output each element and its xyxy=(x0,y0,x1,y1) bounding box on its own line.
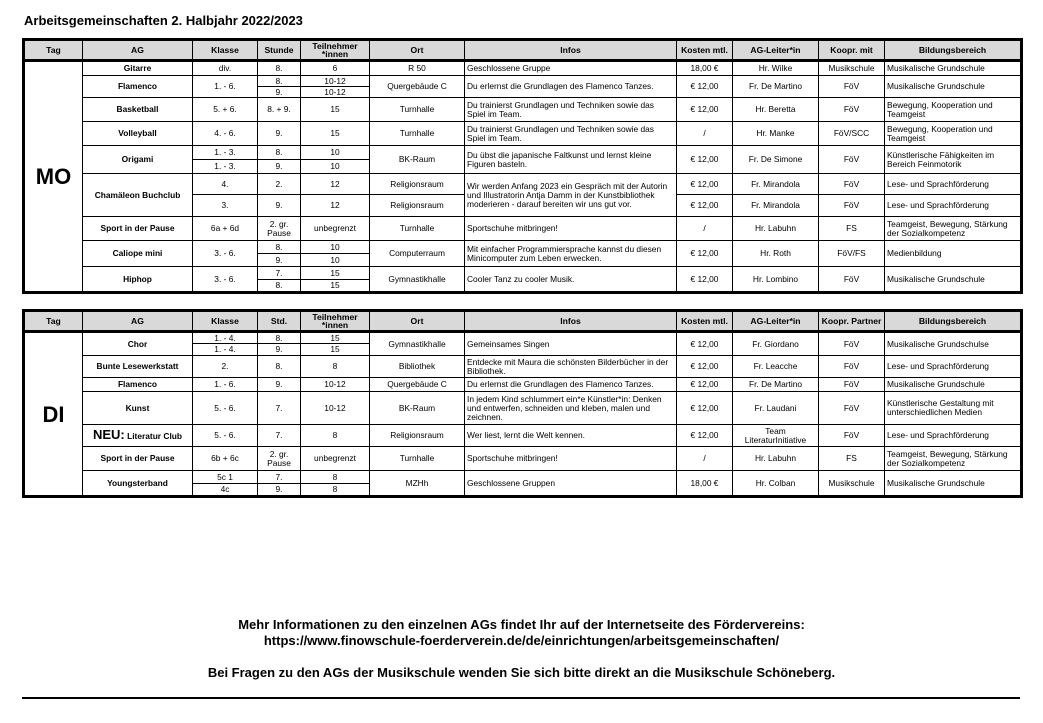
teilnehmer-cell: 10-12 xyxy=(301,378,370,392)
klasse-cell: 5c 1 xyxy=(193,471,258,484)
teilnehmer-cell: 6 xyxy=(301,61,370,76)
header-cell: Ort xyxy=(370,40,465,61)
leiter-cell: Fr. De Martino xyxy=(733,378,819,392)
teilnehmer-cell: 10-12 xyxy=(301,87,370,98)
bereich-cell: Musikalische Grundschulse xyxy=(885,332,1022,356)
footer-url: https://www.finowschule-foerderverein.de/de/einrichtungen/arbeitsgemeinschaften/ xyxy=(263,633,780,648)
header-cell: AG xyxy=(83,40,193,61)
table-row xyxy=(24,267,1022,280)
kosten-cell: € 12,00 xyxy=(677,356,733,378)
bereich-cell: Musikalische Grundschule xyxy=(885,76,1022,98)
stunde-cell: 7. xyxy=(258,267,301,280)
ag-name: Hiphop xyxy=(83,267,193,293)
table-header-row xyxy=(24,40,1022,61)
day-label: MO xyxy=(24,61,83,293)
klasse-cell: 4. - 6. xyxy=(193,122,258,146)
teilnehmer-cell: 8 xyxy=(301,425,370,447)
day-label: DI xyxy=(24,332,83,497)
ag-name: Chor xyxy=(83,332,193,356)
ag-name: Chamäleon Buchclub xyxy=(83,174,193,217)
koop-cell: FöV xyxy=(819,267,885,293)
info-cell: Sportschuhe mitbringen! xyxy=(465,447,677,471)
table-row xyxy=(24,447,1022,471)
ort-cell: Bibliothek xyxy=(370,356,465,378)
ag-name: Origami xyxy=(83,146,193,174)
koop-cell: FöV xyxy=(819,392,885,425)
ort-cell: MZHh xyxy=(370,471,465,497)
table-row xyxy=(24,425,1022,447)
ag-name: Sport in der Pause xyxy=(83,217,193,241)
ort-cell: Quergebäude C xyxy=(370,76,465,98)
ag-name: Youngsterband xyxy=(83,471,193,497)
kosten-cell: / xyxy=(677,122,733,146)
klasse-cell: 1. - 6. xyxy=(193,378,258,392)
teilnehmer-cell: 8 xyxy=(301,356,370,378)
leiter-cell: Hr. Lombino xyxy=(733,267,819,293)
koop-cell: FöV xyxy=(819,146,885,174)
stunde-cell: 8. xyxy=(258,61,301,76)
kosten-cell: € 12,00 xyxy=(677,174,733,195)
klasse-cell: 4c xyxy=(193,484,258,497)
klasse-cell: 5. - 6. xyxy=(193,392,258,425)
info-cell: Du erlernst die Grundlagen des Flamenco Tanzes. xyxy=(465,378,677,392)
stunde-cell: 9. xyxy=(258,378,301,392)
klasse-cell: 5. + 6. xyxy=(193,98,258,122)
kosten-cell: € 12,00 xyxy=(677,146,733,174)
header-cell: Tag xyxy=(24,311,83,332)
klasse-cell: 2. xyxy=(193,356,258,378)
koop-cell: Musikschule xyxy=(819,471,885,497)
koop-cell: Musikschule xyxy=(819,61,885,76)
teilnehmer-cell: 10 xyxy=(301,254,370,267)
info-cell: Sportschuhe mitbringen! xyxy=(465,217,677,241)
bereich-cell: Musikalische Grundschule xyxy=(885,61,1022,76)
header-cell: AG xyxy=(83,311,193,332)
document-title: Arbeitsgemeinschaften 2. Halbjahr 2022/2023 xyxy=(24,13,303,28)
klasse-cell: 1. - 3. xyxy=(193,146,258,160)
bereich-cell: Lese- und Sprachförderung xyxy=(885,425,1022,447)
kosten-cell: € 12,00 xyxy=(677,267,733,293)
kosten-cell: € 12,00 xyxy=(677,241,733,267)
teilnehmer-cell: 10-12 xyxy=(301,76,370,87)
leiter-cell: Hr. Wilke xyxy=(733,61,819,76)
kosten-cell: € 12,00 xyxy=(677,98,733,122)
koop-cell: FöV xyxy=(819,174,885,195)
header-cell: Infos xyxy=(465,311,677,332)
stunde-cell: 2. gr. Pause xyxy=(258,447,301,471)
bereich-cell: Teamgeist, Bewegung, Stärkung der Sozialkompetenz xyxy=(885,447,1022,471)
header-cell: Koopr. mit xyxy=(819,40,885,61)
info-cell: Wer liest, lernt die Welt kennen. xyxy=(465,425,677,447)
header-cell: Kosten mtl. xyxy=(677,311,733,332)
header-cell: Std. xyxy=(258,311,301,332)
teilnehmer-cell: 15 xyxy=(301,267,370,280)
new-badge: NEU: xyxy=(92,427,125,442)
teilnehmer-cell: 10-12 xyxy=(301,392,370,425)
koop-cell: FöV xyxy=(819,425,885,447)
header-cell: Bildungsbereich xyxy=(885,40,1022,61)
kosten-cell: / xyxy=(677,217,733,241)
stunde-cell: 2. xyxy=(258,174,301,195)
ort-cell: Gymnastikhalle xyxy=(370,267,465,293)
ort-cell: Turnhalle xyxy=(370,122,465,146)
table-row xyxy=(24,392,1022,425)
stunde-cell: 7. xyxy=(258,425,301,447)
table-row xyxy=(24,217,1022,241)
leiter-cell: Fr. Laudani xyxy=(733,392,819,425)
bereich-cell: Lese- und Sprachförderung xyxy=(885,356,1022,378)
header-cell: Teilnehmer *innen xyxy=(301,311,370,332)
header-cell: Kosten mtl. xyxy=(677,40,733,61)
leiter-cell: Team LiteraturInitiative xyxy=(733,425,819,447)
info-cell: Du übst die japanische Faltkunst und lernst kleine Figuren basteln. xyxy=(465,146,677,174)
ort-cell: Turnhalle xyxy=(370,98,465,122)
info-cell: Cooler Tanz zu cooler Musik. xyxy=(465,267,677,293)
koop-cell: FöV xyxy=(819,332,885,356)
leiter-cell: Fr. Giordano xyxy=(733,332,819,356)
header-cell: Ort xyxy=(370,311,465,332)
kosten-cell: € 12,00 xyxy=(677,195,733,217)
kosten-cell: € 12,00 xyxy=(677,425,733,447)
klasse-cell: 5. - 6. xyxy=(193,425,258,447)
kosten-cell: / xyxy=(677,447,733,471)
klasse-cell: 1. - 4. xyxy=(193,332,258,344)
stunde-cell: 9. xyxy=(258,87,301,98)
teilnehmer-cell: 12 xyxy=(301,174,370,195)
table-row xyxy=(24,378,1022,392)
koop-cell: FS xyxy=(819,217,885,241)
header-cell: Koopr. Partner xyxy=(819,311,885,332)
footer-info-text: Mehr Informationen zu den einzelnen AGs findet Ihr auf der Internetseite des Fördervereins: xyxy=(238,617,805,632)
info-cell: Entdecke mit Maura die schönsten Bilderbücher in der Bibliothek. xyxy=(465,356,677,378)
leiter-cell: Hr. Roth xyxy=(733,241,819,267)
ort-cell: Gymnastikhalle xyxy=(370,332,465,356)
klasse-cell: 3. - 6. xyxy=(193,267,258,293)
koop-cell: FöV/SCC xyxy=(819,122,885,146)
bereich-cell: Künstlerische Fähigkeiten im Bereich Feinmotorik xyxy=(885,146,1022,174)
ort-cell: Religionsraum xyxy=(370,174,465,195)
leiter-cell: Hr. Manke xyxy=(733,122,819,146)
leiter-cell: Hr. Labuhn xyxy=(733,447,819,471)
klasse-cell: 4. xyxy=(193,174,258,195)
header-cell: Infos xyxy=(465,40,677,61)
info-cell: In jedem Kind schlummert ein*e Künstler*in: Denken und entwerfen, schneiden und kleben, malen und zeichnen. xyxy=(465,392,677,425)
schedule-table-tuesday xyxy=(22,309,1023,498)
klasse-cell: 1. - 4. xyxy=(193,344,258,356)
kosten-cell: 18,00 € xyxy=(677,61,733,76)
stunde-cell: 9. xyxy=(258,484,301,497)
koop-cell: FöV/FS xyxy=(819,241,885,267)
leiter-cell: Fr. De Simone xyxy=(733,146,819,174)
ort-cell: R 50 xyxy=(370,61,465,76)
footer-contact-text: Bei Fragen zu den AGs der Musikschule wenden Sie sich bitte direkt an die Musikschule Schöneberg. xyxy=(207,665,836,680)
klasse-cell: 3. - 6. xyxy=(193,241,258,267)
bereich-cell: Musikalische Grundschule xyxy=(885,471,1022,497)
stunde-cell: 8. xyxy=(258,146,301,160)
schedule-table-monday xyxy=(22,38,1023,294)
teilnehmer-cell: 15 xyxy=(301,332,370,344)
table-row xyxy=(24,241,1022,254)
header-cell: Bildungsbereich xyxy=(885,311,1022,332)
kosten-cell: € 12,00 xyxy=(677,392,733,425)
ag-name-text: Literatur Club xyxy=(127,431,182,441)
table-row xyxy=(24,98,1022,122)
ag-name: Bunte Lesewerkstatt xyxy=(83,356,193,378)
info-cell: Geschlossene Gruppe xyxy=(465,61,677,76)
header-cell: Klasse xyxy=(193,40,258,61)
klasse-cell: 3. xyxy=(193,195,258,217)
koop-cell: FöV xyxy=(819,76,885,98)
ort-cell: Quergebäude C xyxy=(370,378,465,392)
klasse-cell: 6b + 6c xyxy=(193,447,258,471)
bereich-cell: Lese- und Sprachförderung xyxy=(885,195,1022,217)
header-cell: Stunde xyxy=(258,40,301,61)
table-row xyxy=(24,332,1022,344)
table-row xyxy=(24,174,1022,195)
table-row xyxy=(24,76,1022,87)
header-cell: Teilnehmer *innen xyxy=(301,40,370,61)
ag-name: Gitarre xyxy=(83,61,193,76)
bereich-cell: Musikalische Grundschule xyxy=(885,267,1022,293)
stunde-cell: 2. gr. Pause xyxy=(258,217,301,241)
info-cell: Du trainierst Grundlagen und Techniken sowie das Spiel im Team. xyxy=(465,98,677,122)
info-cell: Gemeinsames Singen xyxy=(465,332,677,356)
stunde-cell: 7. xyxy=(258,471,301,484)
leiter-cell: Fr. Leacche xyxy=(733,356,819,378)
header-cell: AG-Leiter*in xyxy=(733,40,819,61)
ag-name: Basketball xyxy=(83,98,193,122)
teilnehmer-cell: 15 xyxy=(301,344,370,356)
ag-name xyxy=(83,425,193,447)
table-row xyxy=(24,146,1022,160)
info-cell: Mit einfacher Programmiersprache kannst du diesen Minicomputer zum Leben erwecken. xyxy=(465,241,677,267)
bereich-cell: Bewegung, Kooperation und Teamgeist xyxy=(885,122,1022,146)
info-cell: Geschlossene Gruppen xyxy=(465,471,677,497)
info-cell: Wir werden Anfang 2023 ein Gespräch mit der Autorin und Illustratorin Antja Damm in der Kunstbibliothek moderieren - darauf bereiten wir uns gut vor. xyxy=(465,174,677,217)
klasse-cell: div. xyxy=(193,61,258,76)
info-cell: Du trainierst Grundlagen und Techniken sowie das Spiel im Team. xyxy=(465,122,677,146)
leiter-cell: Fr. De Martino xyxy=(733,76,819,98)
ag-name: Volleyball xyxy=(83,122,193,146)
koop-cell: FöV xyxy=(819,98,885,122)
klasse-cell: 1. - 3. xyxy=(193,160,258,174)
stunde-cell: 8. + 9. xyxy=(258,98,301,122)
stunde-cell: 8. xyxy=(258,356,301,378)
kosten-cell: 18,00 € xyxy=(677,471,733,497)
teilnehmer-cell: 15 xyxy=(301,122,370,146)
bereich-cell: Bewegung, Kooperation und Teamgeist xyxy=(885,98,1022,122)
bereich-cell: Teamgeist, Bewegung, Stärkung der Sozialkompetenz xyxy=(885,217,1022,241)
teilnehmer-cell: unbegrenzt xyxy=(301,217,370,241)
teilnehmer-cell: 10 xyxy=(301,160,370,174)
bereich-cell: Künstlerische Gestaltung mit unterschiedlichen Medien xyxy=(885,392,1022,425)
leiter-cell: Hr. Colban xyxy=(733,471,819,497)
footer-divider xyxy=(22,697,1020,699)
leiter-cell: Hr. Beretta xyxy=(733,98,819,122)
stunde-cell: 9. xyxy=(258,195,301,217)
stunde-cell: 9. xyxy=(258,160,301,174)
koop-cell: FöV xyxy=(819,378,885,392)
stunde-cell: 9. xyxy=(258,344,301,356)
ort-cell: Computerraum xyxy=(370,241,465,267)
kosten-cell: € 12,00 xyxy=(677,332,733,356)
klasse-cell: 6a + 6d xyxy=(193,217,258,241)
table-header-row xyxy=(24,311,1022,332)
ag-name: Caliope mini xyxy=(83,241,193,267)
leiter-cell: Hr. Labuhn xyxy=(733,217,819,241)
table-row xyxy=(24,356,1022,378)
stunde-cell: 9. xyxy=(258,254,301,267)
header-cell: Klasse xyxy=(193,311,258,332)
ort-cell: Religionsraum xyxy=(370,425,465,447)
ag-name: Sport in der Pause xyxy=(83,447,193,471)
teilnehmer-cell: 8 xyxy=(301,471,370,484)
table-row xyxy=(24,471,1022,484)
stunde-cell: 9. xyxy=(258,122,301,146)
bereich-cell: Lese- und Sprachförderung xyxy=(885,174,1022,195)
ort-cell: Turnhalle xyxy=(370,447,465,471)
klasse-cell: 1. - 6. xyxy=(193,76,258,98)
koop-cell: FS xyxy=(819,447,885,471)
stunde-cell: 8. xyxy=(258,241,301,254)
koop-cell: FöV xyxy=(819,195,885,217)
teilnehmer-cell: 8 xyxy=(301,484,370,497)
header-cell: AG-Leiter*in xyxy=(733,311,819,332)
stunde-cell: 7. xyxy=(258,392,301,425)
leiter-cell: Fr. Mirandola xyxy=(733,195,819,217)
kosten-cell: € 12,00 xyxy=(677,378,733,392)
table-row xyxy=(24,122,1022,146)
bereich-cell: Medienbildung xyxy=(885,241,1022,267)
teilnehmer-cell: unbegrenzt xyxy=(301,447,370,471)
ag-name: Flamenco xyxy=(83,378,193,392)
bereich-cell: Musikalische Grundschule xyxy=(885,378,1022,392)
ag-name: Kunst xyxy=(83,392,193,425)
ag-name: Flamenco xyxy=(83,76,193,98)
info-cell: Du erlernst die Grundlagen des Flamenco Tanzes. xyxy=(465,76,677,98)
stunde-cell: 8. xyxy=(258,280,301,293)
stunde-cell: 8. xyxy=(258,332,301,344)
teilnehmer-cell: 10 xyxy=(301,146,370,160)
ort-cell: BK-Raum xyxy=(370,146,465,174)
table-row xyxy=(24,61,1022,76)
teilnehmer-cell: 15 xyxy=(301,280,370,293)
koop-cell: FöV xyxy=(819,356,885,378)
ort-cell: Turnhalle xyxy=(370,217,465,241)
ort-cell: Religionsraum xyxy=(370,195,465,217)
leiter-cell: Fr. Mirandola xyxy=(733,174,819,195)
header-cell: Tag xyxy=(24,40,83,61)
stunde-cell: 8. xyxy=(258,76,301,87)
teilnehmer-cell: 15 xyxy=(301,98,370,122)
kosten-cell: € 12,00 xyxy=(677,76,733,98)
ort-cell: BK-Raum xyxy=(370,392,465,425)
teilnehmer-cell: 12 xyxy=(301,195,370,217)
teilnehmer-cell: 10 xyxy=(301,241,370,254)
